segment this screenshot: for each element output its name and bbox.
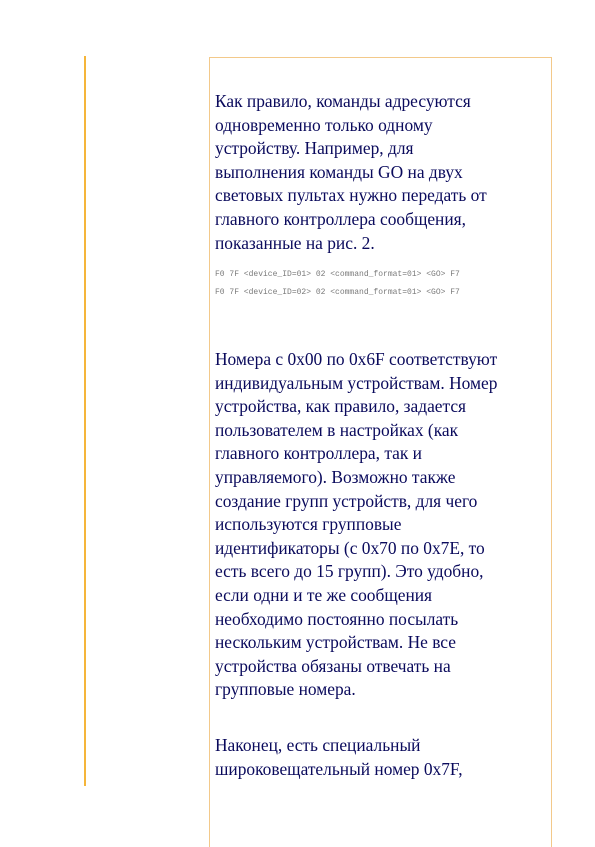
text-line: нескольким устройствам. Не все — [215, 632, 456, 653]
code-line: F0 7F <device_ID=01> 02 <command_format=01> <GO> F7 — [215, 270, 460, 279]
text-line: если одни и те же сообщения — [215, 584, 433, 605]
text-line: есть всего до 15 групп). Это удобно, — [215, 561, 484, 582]
text-line: широковещательный номер 0x7F, — [215, 758, 463, 779]
text-line: пользователем в настройках (как — [215, 419, 459, 440]
text-line: используются групповые — [215, 514, 402, 535]
code-line: F0 7F <device_ID=02> 02 <command_format=01> <GO> F7 — [215, 288, 460, 297]
text-line: Как правило, команды адресуются — [215, 91, 471, 111]
text-line: одновременно только одному — [215, 114, 433, 135]
text-line: групповые номера. — [215, 679, 356, 700]
text-line: показанные на рис. 2. — [215, 232, 375, 253]
text-line: необходимо постоянно посылать — [215, 608, 459, 629]
text-line: устройства, как правило, задается — [215, 396, 467, 417]
text-line: управляемого). Возможно также — [215, 466, 456, 487]
paragraph-broadcast — [215, 734, 550, 781]
text-line: устройства обязаны отвечать на — [215, 655, 451, 676]
paragraph-device-numbers — [215, 348, 550, 702]
code-example — [215, 266, 551, 302]
text-line: выполнения команды GO на двух — [215, 161, 463, 182]
text-line: индивидуальным устройствам. Номер — [215, 372, 498, 393]
text-line: Наконец, есть специальный — [215, 735, 421, 755]
text-line: главного контроллера, так и — [215, 443, 422, 464]
text-line: главного контроллера сообщения, — [215, 208, 467, 229]
text-line: устройству. Например, для — [215, 138, 414, 159]
text-line: Номера с 0x00 по 0x6F соответствуют — [215, 349, 498, 369]
left-margin-rule — [84, 56, 86, 786]
text-line: световых пультах нужно передать от — [215, 185, 487, 206]
text-line: идентификаторы (с 0x70 по 0x7E, то — [215, 537, 485, 558]
text-line: создание групп устройств, для чего — [215, 490, 478, 511]
paragraph-commands-addressing — [215, 90, 550, 255]
